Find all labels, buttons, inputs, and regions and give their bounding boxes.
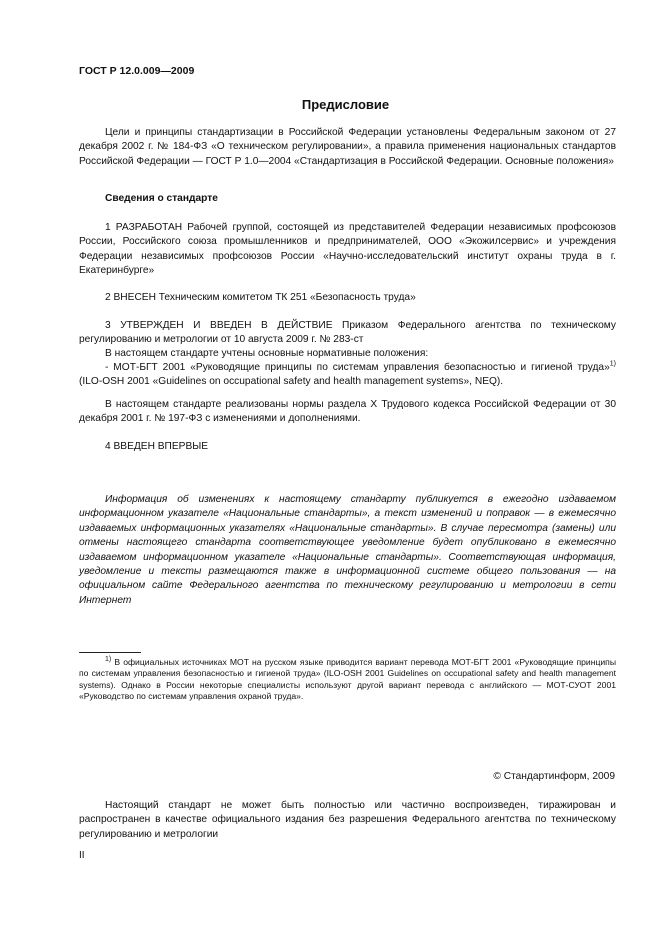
copyright: © Стандартинформ, 2009 [493, 771, 615, 782]
changes-info-paragraph: Информация об изменениях к настоящему стандарту публикуется в ежегодно издаваемом информационном указателе «Национальные стандарты», а текст изменений и поправок — в ежемесячно издаваемых информационных указателях «Национальные стандарты». В случае пересмотра (замены) или отмены настоящего стандарта соответствующее уведомление будет опубликовано в ежемесячно издаваемом информационном указателе «Национальные стандарты». Соответствующая информация, уведомление и тексты размещаются также в информационной системе общего пользования — на официальном сайте Федерального агентства по техническому регулированию и метрологии в сети Интернет [79, 494, 616, 606]
footnote-mark: 1) [105, 656, 112, 664]
reproduction-notice: Настоящий стандарт не может быть полностью или частично воспроизведен, тиражирован и распространен в качестве официального издания без разрешения Федерального агентства по техническому регулированию и метрологии [79, 800, 616, 840]
item-3-provision-paragraph [79, 361, 616, 390]
intro-paragraph: Цели и принципы стандартизации в Российской Федерации установлены Федеральным законом от 27 декабря 2002 г. № 184-ФЗ «О техническом регулировании», а правила применения национальных стандартов Российской Федерации — ГОСТ Р 1.0—2004 «Стандартизация в Российской Федерации. Основные положения» [79, 127, 616, 167]
provision-text-start: - МОТ-БГТ 2001 «Руководящие принципы по системам управления безопасностью и гигиеной труда» [105, 362, 610, 373]
footnote-divider [79, 652, 141, 653]
footnote [79, 657, 616, 703]
page-number: II [79, 850, 85, 861]
document-header: ГОСТ Р 12.0.009—2009 [79, 65, 195, 77]
page-title: Предисловие [301, 97, 390, 112]
provision-text-end: (ILO-OSH 2001 «Guidelines on occupational safety and health management systems», NEQ). [79, 376, 504, 388]
item-3-paragraph: 3 УТВЕРЖДЕН И ВВЕДЕН В ДЕЙСТВИЕ Приказом Федерального агентства по техническому регулированию и метрологии от 10 августа 2009 г. № 283-ст [79, 320, 616, 346]
item-2-paragraph: 2 ВНЕСЕН Техническим комитетом ТК 251 «Безопасность труда» [105, 292, 416, 303]
footnote-reference: 1) [609, 360, 616, 368]
item-3-labor-code-paragraph: В настоящем стандарте реализованы нормы раздела X Трудового кодекса Российской Федерации от 30 декабря 2001 г. № 197-ФЗ с изменениями и дополнениями. [79, 399, 616, 425]
item-4-paragraph: 4 ВВЕДЕН ВПЕРВЫЕ [105, 441, 209, 452]
footnote-text: В официальных источниках МОТ на русском языке приводится вариант перевода МОТ-БГТ 2001 «Руководящие принципы по системам управления безопасностью и гигиеной труда» (ILO-OSH 2001 Guidelines on occupational safety and health management systems). Однако в России некоторые специалисты используют другой вариант перевода с английского — МОТ-СУОТ 2001 «Руководство по системам управления охраной труда». [79, 657, 617, 702]
item-1-paragraph: 1 РАЗРАБОТАН Рабочей группой, состоящей из представителей Федерации независимых профсоюзов России, Российского союза промышленников и предпринимателей, ООО «Экожилсервис» и учреждения Федерации независимых профсоюзов России «Научно-исследовательский институт охраны труда в г. Екатеринбурге» [79, 222, 616, 277]
item-3-considered-paragraph: В настоящем стандарте учтены основные нормативные положения: [105, 348, 429, 359]
section-subtitle: Сведения о стандарте [105, 193, 218, 204]
